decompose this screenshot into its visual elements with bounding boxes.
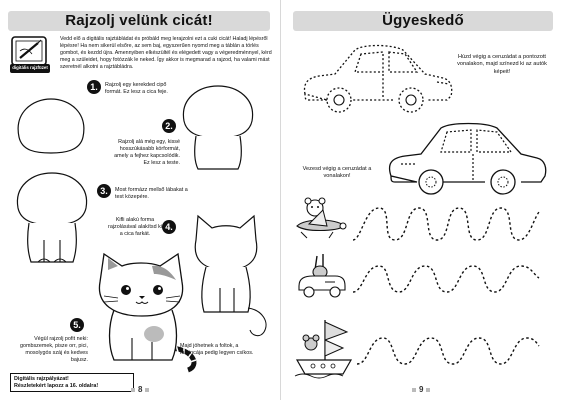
donkey-car-icon [295, 252, 349, 300]
right-page [281, 0, 561, 400]
car-2-drawing [381, 120, 549, 200]
step1-text: Rajzolj egy kerekded cipő formát. Ez lesz a cica feje. [105, 82, 168, 95]
contest-line-1: Digitális rajzpályázat! [14, 376, 69, 382]
loop-trace-line-1 [351, 200, 541, 246]
step1-badge: 1. [87, 80, 101, 94]
step2-head-body-drawing [180, 83, 256, 173]
contest-box [10, 373, 134, 392]
wave-trace-line-2 [351, 260, 541, 300]
contest-line-2: Részletekért lapozz a 16. oldalra! [14, 383, 99, 389]
mouse-sailboat-icon [295, 318, 353, 378]
step3-legs-drawing [14, 170, 90, 266]
dotted-car-1-drawing [297, 38, 457, 120]
page-number-left: 8 [128, 385, 152, 394]
step3-text: Most formázz mellső lábakat a test közepére. [115, 187, 188, 200]
left-title-bar [8, 11, 270, 31]
left-page [0, 0, 280, 400]
intro-text: Vedd elő a digitális rajztábládat és próbáld meg lerajzolni ezt a cuki cicát! Haladj lépésről lépésre! Ha nem sikerül elsőre, az sem baj, egyszerűen nyomd meg a táblán a törlés gombot, és kezdd újra. Amennyiben elkészültél és elégedett vagy a végeredménnyel, kérd meg a szüleidet, hogy fotózzák le neked. Így akkor is megmarad a rajzod, ha valami mást szeretnél alkotni a rajztábládra. [60, 36, 272, 71]
step4-badge: 4. [162, 220, 176, 234]
step4-text: Kifli alakú forma rajzolásával alakítsd ki a cica farkát. [108, 217, 162, 237]
wave-trace-line-3 [355, 330, 541, 372]
right-title-bar [293, 11, 553, 31]
page-title: Ügyeskedő [382, 12, 464, 29]
step2-text: Rajzolj alá még egy, kissé hosszúkásabb körformát, amely a fejhez kapcsolódik. Ez lesz a teste. [114, 139, 180, 166]
step2-badge: 2. [162, 119, 176, 133]
page-number-right: 9 [409, 385, 433, 394]
line-instruction-text: Vezesd végig a ceruzádat a vonalakon! [302, 166, 372, 180]
step5-text: Végül rajzolj pofit neki: gombszemek, pisze orr, pici, mosolygós száj és kedves bajusz. [19, 336, 88, 363]
stamp-label: digitális rajzfüzet [12, 65, 48, 70]
step5-badge: 5. [70, 318, 84, 332]
teddy-airplane-icon [295, 196, 347, 242]
page-title: Rajzolj velünk cicát! [65, 12, 213, 29]
step1-head-drawing [14, 95, 88, 155]
extra-note-text: Majd jöhetnek a foltok, a farkincája pedig legyen csíkos. [180, 343, 254, 356]
step3-badge: 3. [97, 184, 111, 198]
car-instruction-text: Húzd végig a ceruzádat a pontozott vonalakon, majd színezd ki az autók képeit! [457, 54, 547, 75]
